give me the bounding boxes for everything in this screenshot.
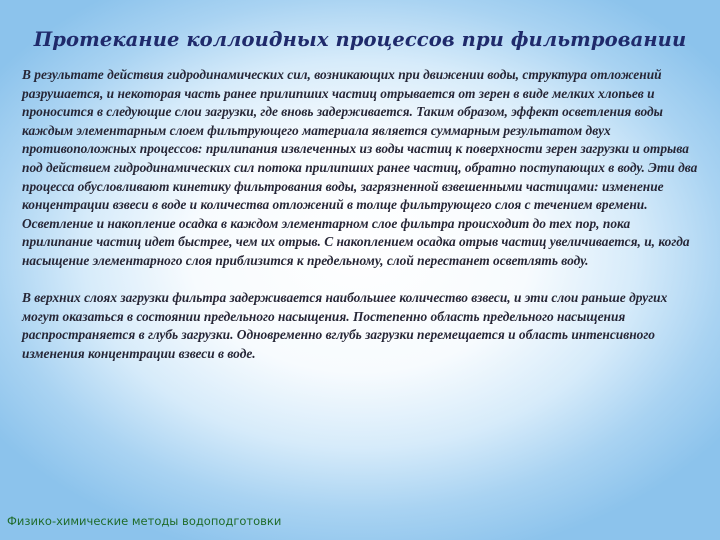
body-paragraph-2: В верхних слоях загрузки фильтра задерживается наибольшее количество взвеси, и эти слои раньше других могут оказаться в состоянии предельного насыщения. Постепенно область предельного насыщения распространяется в глубь загрузки. Одновременно вглубь загрузки перемещается и область интенсивного изменения концентрации взвеси в воде. [22,290,668,361]
body-paragraph-1: В результате действия гидродинамических сил, возникающих при движении воды, структура отложений разрушается, и некоторая часть ранее прилипших частиц отрывается от зерен в виде мелких хлопьев и проносится в следующие слои загрузки, где вновь задерживается. Таким образом, эффект осветления воды каждым элементарным слоем фильтрующего материала является суммарным результатом двух противоположных процессов: прилипания извлеченных из воды частиц к поверхности зерен загрузки и отрыва под действием гидродинамических сил потока прилипших ранее частиц, обратно поступающих в воду. Эти два процесса обусловливают кинетику фильтрования воды, загрязненной взвешенными частицами: изменение концентрации взвеси в воде и количества отложений в толще фильтрующего слоя с течением времени. Осветление и накопление осадка в каждом элементарном слое фильтра происходит до тех пор, пока прилипание частиц идет быстрее, чем их отрыв. С накоплением осадка отрыв частиц увеличивается, и, когда насыщение элементарного слоя приблизится к предельному, слой перестанет осветлять воду. [22,67,698,268]
footer-course-name: Физико-химические методы водоподготовки [7,514,282,528]
slide-title: Протекание коллоидных процессов при фильтровании [33,28,687,51]
slide-body [22,66,702,364]
